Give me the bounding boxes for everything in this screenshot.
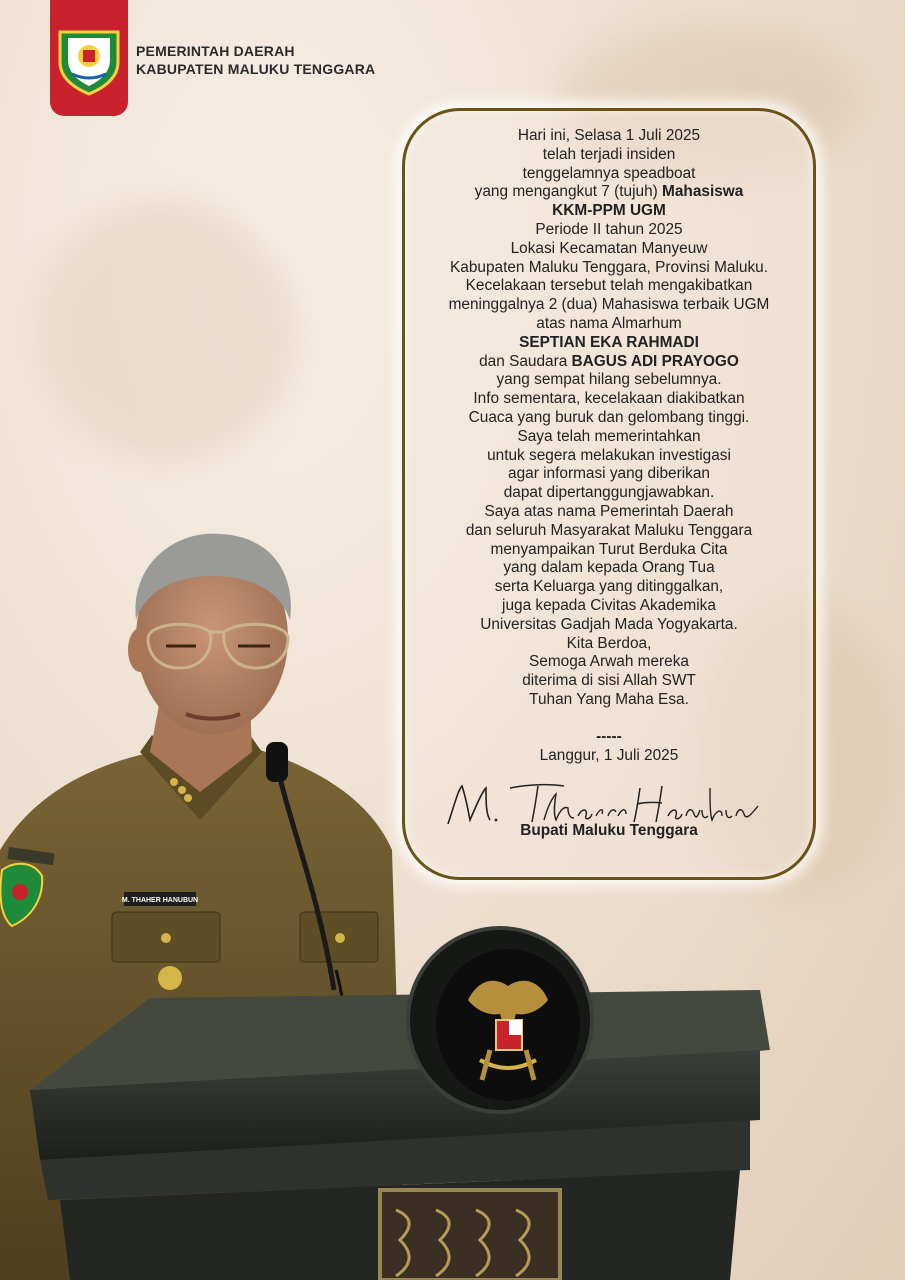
message-line <box>402 353 816 372</box>
message-line: juga kepada Civitas Akademika <box>502 596 716 614</box>
message-emphasis: Mahasiswa <box>662 183 744 201</box>
regency-emblem-icon <box>50 0 128 116</box>
message-line: Hari ini, Selasa 1 Juli 2025 <box>517 127 701 144</box>
place-date: Langgur, 1 Juli 2025 <box>539 746 679 764</box>
message-text: yang mengangkut 7 (tujuh) <box>474 183 663 201</box>
message-line: dan seluruh Masyarakat Maluku Tenggara <box>465 521 753 539</box>
organization-name <box>136 42 375 78</box>
message-line: Kita Berdoa, <box>566 634 652 652</box>
message-line: telah terjadi insiden <box>542 145 676 163</box>
message-line: Periode II tahun 2025 <box>535 220 683 238</box>
message-line <box>402 334 816 353</box>
message-line: yang dalam kepada Orang Tua <box>503 559 715 577</box>
separator: ----- <box>596 727 622 745</box>
message-line: tenggelamnya speadboat <box>522 164 696 182</box>
message-line: diterima di sisi Allah SWT <box>522 672 696 690</box>
background-stain <box>40 200 300 460</box>
message-line: menyampaikan Turut Berduka Cita <box>490 540 728 558</box>
message-line: serta Keluarga yang ditinggalkan, <box>494 578 724 596</box>
message-line: Info sementara, kecelakaan diakibatkan <box>473 390 745 408</box>
message-line <box>402 183 816 202</box>
org-line-2: KABUPATEN MALUKU TENGGARA <box>136 61 376 77</box>
message-line: Lokasi Kecamatan Manyeuw <box>510 239 708 257</box>
official-at-podium-illustration <box>0 520 905 1280</box>
message-text: dan Saudara <box>479 352 572 370</box>
regency-logo-tab <box>50 0 128 116</box>
podium <box>30 990 770 1280</box>
victim-name-1: SEPTIAN EKA RAHMADI <box>519 333 699 351</box>
message-line: Cuaca yang buruk dan gelombang tinggi. <box>468 408 750 426</box>
message-line: Universitas Gadjah Mada Yogyakarta. <box>480 615 738 633</box>
message-line: dapat dipertanggungjawabkan. <box>503 484 715 502</box>
message-line <box>402 202 816 221</box>
message-line: agar informasi yang diberikan <box>508 465 710 483</box>
message-line: Kecelakaan tersebut telah mengakibatkan <box>465 277 753 295</box>
message-line: Semoga Arwah mereka <box>529 653 689 671</box>
message-line: Saya atas nama Pemerintah Daerah <box>484 502 734 520</box>
program-name: KKM-PPM UGM <box>552 202 666 220</box>
garuda-emblem-icon <box>408 928 592 1112</box>
message-line: Saya telah memerintahkan <box>517 427 701 445</box>
name-tag-text: M. THAHER HANUBUN <box>121 897 199 904</box>
message-line: untuk segera melakukan investigasi <box>487 446 731 464</box>
victim-name-2: BAGUS ADI PRAYOGO <box>571 352 739 370</box>
message-line: Kabupaten Maluku Tenggara, Provinsi Maluku. <box>450 258 768 276</box>
signer-title: Bupati Maluku Tenggara <box>520 822 698 839</box>
message-line: atas nama Almarhum <box>536 314 682 332</box>
microphone-icon <box>266 742 288 782</box>
message-line: Tuhan Yang Maha Esa. <box>529 690 689 708</box>
message-line: yang sempat hilang sebelumnya. <box>496 371 722 389</box>
message-line: meninggalnya 2 (dua) Mahasiswa terbaik UGM <box>448 296 770 314</box>
org-line-1: PEMERINTAH DAERAH <box>136 43 295 59</box>
